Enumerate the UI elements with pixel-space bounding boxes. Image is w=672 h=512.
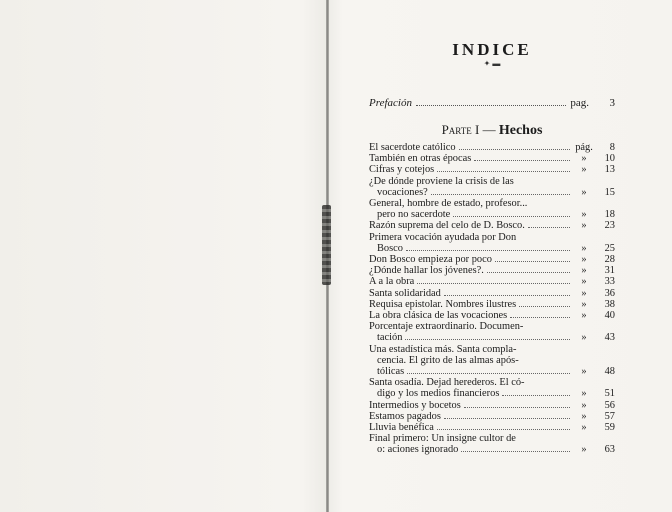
dot-leader — [417, 283, 570, 284]
toc-row — [369, 400, 615, 411]
toc-entry-text: o: aciones ignorado — [377, 444, 459, 456]
toc-ditto-mark: » — [581, 209, 587, 221]
toc-row — [369, 433, 615, 455]
toc-entry-title — [369, 310, 573, 321]
toc-page-number: 36 — [604, 287, 615, 299]
part-dash: — — [482, 122, 496, 137]
toc-entry-line — [369, 355, 573, 366]
toc-entry-text: ¿De dónde proviene la crisis de las — [369, 175, 514, 187]
toc-entry-title — [369, 265, 573, 276]
index-title: INDICE — [452, 40, 532, 59]
dot-leader — [431, 194, 570, 195]
part-label: Parte I — [441, 122, 480, 137]
toc-row — [369, 276, 615, 287]
toc-row — [369, 220, 615, 231]
preface-page-number: 3 — [609, 97, 615, 109]
toc-page-number: 63 — [604, 444, 615, 456]
toc-entry-text: Santa solidaridad — [369, 287, 441, 299]
dot-leader — [519, 306, 570, 307]
toc-row — [369, 176, 615, 198]
right-page — [369, 36, 615, 456]
toc-entry-line — [369, 265, 573, 276]
dot-leader — [407, 373, 570, 374]
toc-entry-text: cencia. El grito de las almas após- — [377, 354, 519, 366]
toc-entry-title — [369, 321, 573, 343]
toc-ditto-mark: » — [581, 298, 587, 310]
toc-entry-text: Don Bosco empieza por poco — [369, 254, 492, 266]
toc-row — [369, 142, 615, 153]
toc-ditto-mark: » — [581, 265, 587, 277]
toc-entry-line — [369, 433, 573, 444]
preface-entry — [369, 96, 615, 110]
toc-entry-line — [369, 299, 573, 310]
toc-entry-title — [369, 433, 573, 455]
toc-entry-text: General, hombre de estado, profesor... — [369, 198, 528, 210]
toc-entry-text: Porcentaje extraordinario. Documen- — [369, 321, 524, 333]
toc-page-number: 25 — [604, 242, 615, 254]
toc-entry-text: Razón suprema del celo de D. Bosco. — [369, 220, 525, 232]
toc-page-number: 10 — [604, 153, 615, 165]
toc-ditto-mark: » — [581, 366, 587, 378]
toc-entry-text: Santa osadía. Dejad herederos. El có- — [369, 377, 525, 389]
toc-page-number: 33 — [604, 276, 615, 288]
dot-leader — [416, 105, 566, 106]
toc-entry-text: vocaciones? — [377, 186, 428, 198]
title-ornament: ✦ ▬ — [483, 59, 501, 68]
toc-entry-line — [369, 444, 573, 455]
toc-page-number: 59 — [604, 422, 615, 434]
toc-entry-title — [369, 164, 573, 175]
toc-ditto-mark: » — [581, 410, 587, 422]
dot-leader — [459, 149, 570, 150]
dot-leader — [510, 317, 570, 318]
dot-leader — [464, 407, 570, 408]
toc-ditto-mark: » — [581, 276, 587, 288]
dot-leader — [502, 395, 570, 396]
toc-page-number: 56 — [604, 399, 615, 411]
toc-ditto-mark: » — [581, 242, 587, 254]
toc-ditto-mark: » — [581, 220, 587, 232]
toc-page-number: 43 — [604, 332, 615, 344]
toc-entry-line — [369, 321, 573, 332]
toc-page-number: 48 — [604, 366, 615, 378]
toc-page-number: 18 — [604, 209, 615, 221]
toc-entry-text: Estamos pagados — [369, 410, 441, 422]
toc-entry-title — [369, 176, 573, 198]
dot-leader — [437, 429, 570, 430]
toc-ditto-mark: » — [581, 422, 587, 434]
dot-leader — [405, 339, 570, 340]
toc-row — [369, 310, 615, 321]
toc-entry-text: El sacerdote católico — [369, 142, 456, 153]
toc-entry-line — [369, 187, 573, 198]
toc-entry-line — [369, 164, 573, 175]
part-title: Hechos — [498, 123, 543, 138]
dot-leader — [437, 171, 570, 172]
toc-entry-title — [369, 400, 573, 411]
toc-entry-title — [369, 153, 573, 164]
toc-entry-title — [369, 254, 573, 265]
toc-entry-text: Una estadística más. Santa compla- — [369, 343, 517, 355]
toc-entry-line — [369, 198, 573, 209]
toc-entry-line — [369, 209, 573, 220]
toc-row — [369, 321, 615, 343]
toc-ditto-mark: » — [581, 164, 587, 176]
toc-entry-text: Lluvia benéfica — [369, 422, 434, 434]
toc-entry-line — [369, 422, 573, 433]
dot-leader — [487, 272, 570, 273]
toc-entry-text: A a la obra — [369, 276, 415, 288]
toc-row — [369, 232, 615, 254]
toc-page-number: 51 — [604, 388, 615, 400]
toc-entry-text: Primera vocación ayudada por Don — [369, 231, 517, 243]
toc-entry-line — [369, 153, 573, 164]
toc-list — [369, 142, 615, 456]
toc-entry-text: Cifras y cotejos — [369, 164, 435, 176]
toc-ditto-mark: » — [581, 388, 587, 400]
dot-leader — [406, 250, 570, 251]
toc-row — [369, 265, 615, 276]
toc-entry-text: También en otras épocas — [369, 153, 472, 165]
toc-entry-line — [369, 288, 573, 299]
toc-entry-line — [369, 377, 573, 388]
toc-entry-title — [369, 422, 573, 433]
dot-leader — [444, 295, 570, 296]
toc-page-number: 28 — [604, 254, 615, 266]
toc-page-number: 38 — [604, 298, 615, 310]
toc-ditto-mark: » — [581, 399, 587, 411]
toc-entry-line — [369, 220, 573, 231]
toc-row — [369, 254, 615, 265]
toc-entry-text: Bosco — [377, 242, 403, 254]
toc-entry-title — [369, 344, 573, 378]
toc-ditto-mark: » — [581, 310, 587, 322]
toc-entry-line — [369, 332, 573, 343]
toc-entry-text: ¿Dónde hallar los jóvenes?. — [369, 265, 484, 277]
toc-row — [369, 164, 615, 175]
toc-page-number: 40 — [604, 310, 615, 322]
dot-leader — [528, 227, 570, 228]
toc-entry-title — [369, 142, 573, 153]
toc-row — [369, 344, 615, 378]
part-heading — [369, 120, 615, 140]
toc-ditto-mark: » — [581, 186, 587, 198]
toc-entry-text: pero no sacerdote — [377, 209, 451, 221]
toc-entry-line — [369, 344, 573, 355]
toc-row — [369, 299, 615, 310]
toc-entry-title — [369, 198, 573, 220]
preface-pag-label: pag. — [570, 97, 589, 109]
toc-page-number: 23 — [604, 220, 615, 232]
toc-row — [369, 288, 615, 299]
toc-page-number: 15 — [604, 186, 615, 198]
toc-page-number: 8 — [609, 142, 615, 153]
toc-entry-line — [369, 400, 573, 411]
toc-entry-line — [369, 232, 573, 243]
toc-entry-line — [369, 176, 573, 187]
toc-page-number: 13 — [604, 164, 615, 176]
toc-entry-title — [369, 377, 573, 399]
toc-row — [369, 411, 615, 422]
toc-entry-line — [369, 243, 573, 254]
binding-thread-mark — [322, 205, 331, 285]
toc-page-number: 57 — [604, 410, 615, 422]
toc-entry-text: digo y los medios financieros — [377, 388, 500, 400]
toc-entry-text: Final primero: Un insigne cultor de — [369, 433, 516, 445]
toc-entry-line — [369, 254, 573, 265]
toc-entry-line — [369, 411, 573, 422]
toc-entry-title — [369, 411, 573, 422]
toc-entry-line — [369, 388, 573, 399]
dot-leader — [461, 451, 570, 452]
preface-title: Prefación — [369, 97, 412, 109]
toc-ditto-mark: pág. — [575, 142, 593, 153]
toc-entry-text: Intermedios y bocetos — [369, 399, 461, 411]
toc-entry-text: tación — [377, 332, 403, 344]
toc-row — [369, 153, 615, 164]
toc-page-number: 31 — [604, 265, 615, 277]
toc-entry-line — [369, 310, 573, 321]
toc-entry-title — [369, 288, 573, 299]
toc-ditto-mark: » — [581, 254, 587, 266]
toc-entry-text: La obra clásica de las vocaciones — [369, 310, 508, 322]
toc-entry-line — [369, 142, 573, 153]
toc-entry-title — [369, 276, 573, 287]
toc-entry-title — [369, 220, 573, 231]
toc-ditto-mark: » — [581, 287, 587, 299]
toc-ditto-mark: » — [581, 153, 587, 165]
dot-leader — [444, 418, 570, 419]
toc-entry-line — [369, 276, 573, 287]
dot-leader — [495, 261, 570, 262]
toc-row — [369, 377, 615, 399]
toc-ditto-mark: » — [581, 332, 587, 344]
toc-entry-title — [369, 299, 573, 310]
toc-entry-text: tólicas — [377, 366, 405, 378]
toc-entry-title — [369, 232, 573, 254]
toc-row — [369, 198, 615, 220]
dot-leader — [453, 216, 570, 217]
toc-row — [369, 422, 615, 433]
toc-entry-text: Requisa epistolar. Nombres ilustres — [369, 298, 517, 310]
toc-entry-line — [369, 366, 573, 377]
dot-leader — [474, 160, 570, 161]
toc-ditto-mark: » — [581, 444, 587, 456]
